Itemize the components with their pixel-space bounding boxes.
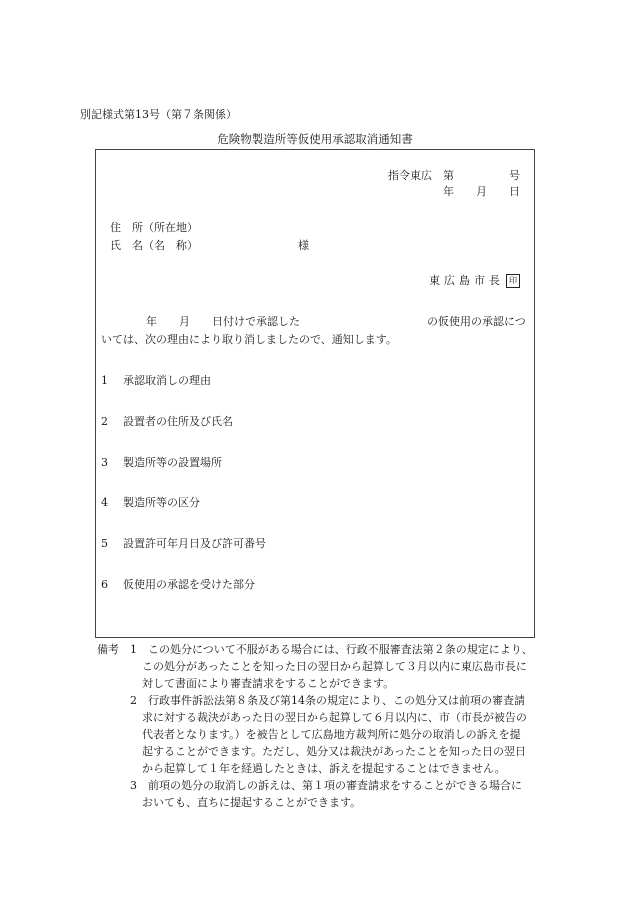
list-item: 1 承認取消しの理由: [101, 374, 211, 387]
document-title: 危険物製造所等仮使用承認取消通知書: [217, 132, 413, 146]
honorific: 様: [298, 239, 309, 252]
document-number: 指令東広 第 号: [388, 169, 520, 182]
list-item: 6 仮使用の承認を受けた部分: [101, 578, 255, 591]
note-line: 代表者となります。）を被告として広島地方裁判所に処分の取消しの訴えを提: [142, 728, 521, 741]
body-line-1a: 年 月 日付けで承認した: [146, 315, 300, 328]
note-line: この処分があったことを知った日の翌日から起算して３月以内に東広島市長に: [142, 660, 527, 673]
name-label: 氏 名（名 称）: [110, 239, 198, 252]
note-line: 1 この処分について不服がある場合には、行政不服審査法第２条の規定により、: [130, 643, 533, 656]
list-item: 5 設置許可年月日及び許可番号: [101, 537, 266, 550]
address-label: 住 所（所在地）: [110, 221, 198, 234]
sender-block: [429, 272, 520, 288]
form-label: 別記様式第13号（第７条関係）: [80, 108, 237, 121]
note-line: 対して書面により審査請求をすることができます。: [142, 677, 395, 690]
note-line: 3 前項の処分の取消しの訴えは、第１項の審査請求をすることができる場合に: [130, 779, 522, 792]
seal-stamp: 印: [506, 274, 520, 288]
list-item: 3 製造所等の設置場所: [101, 456, 222, 469]
body-line-2: いては、次の理由により取り消しましたので、通知します。: [101, 333, 397, 346]
note-line: から起算して１年を経過したときは、訴えを提起することはできません。: [142, 762, 506, 775]
remarks-heading: 備考: [97, 643, 119, 656]
list-item: 2 設置者の住所及び氏名: [101, 415, 233, 428]
note-line: 求に対する裁決があった日の翌日から起算して６月以内に、市（市長が被告の: [142, 711, 527, 724]
note-line: 2 行政事件訴訟法第８条及び第14条の規定により、この処分又は前項の審査請: [130, 694, 525, 707]
sender-mayor: 東広島市長: [429, 274, 504, 287]
issue-date: 年 月 日: [443, 185, 520, 198]
list-item: 4 製造所等の区分: [101, 496, 200, 509]
note-line: おいても、直ちに提起することができます。: [142, 796, 362, 809]
note-line: 起することができます。ただし、処分又は裁決があったことを知った日の翌日: [142, 745, 527, 758]
body-line-1b: の仮使用の承認につ: [427, 315, 526, 328]
